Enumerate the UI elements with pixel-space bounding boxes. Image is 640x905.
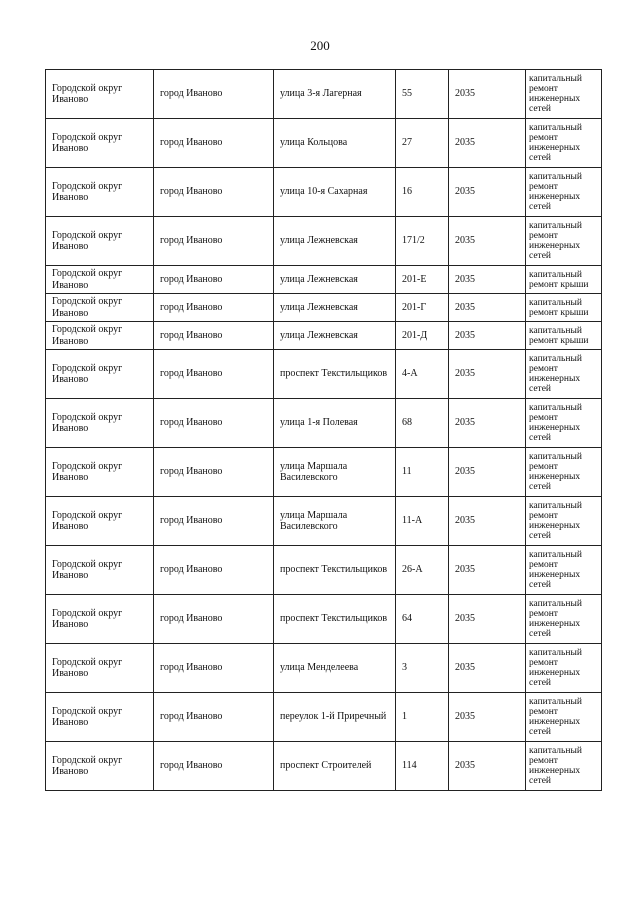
house-cell: 16 — [396, 168, 449, 217]
settlement-cell: город Иваново — [154, 294, 274, 322]
settlement-cell: город Иваново — [154, 350, 274, 399]
house-cell: 114 — [396, 742, 449, 791]
district-cell: Городской округ Иваново — [46, 644, 154, 693]
year-cell: 2035 — [449, 644, 526, 693]
work-type-cell: капитальный ремонт крыши — [526, 266, 602, 294]
table-row — [46, 322, 602, 350]
work-type-cell: капитальный ремонт инженерных сетей — [526, 168, 602, 217]
street-cell: переулок 1-й Приречный — [274, 693, 396, 742]
year-cell: 2035 — [449, 266, 526, 294]
work-type-cell: капитальный ремонт инженерных сетей — [526, 217, 602, 266]
street-cell: улица Маршала Василевского — [274, 448, 396, 497]
year-cell: 2035 — [449, 595, 526, 644]
page-number: 200 — [310, 38, 330, 53]
table-row — [46, 294, 602, 322]
settlement-cell: город Иваново — [154, 595, 274, 644]
year-cell: 2035 — [449, 217, 526, 266]
table-row — [46, 399, 602, 448]
table-row — [46, 644, 602, 693]
street-cell: улица 1-я Полевая — [274, 399, 396, 448]
year-cell: 2035 — [449, 168, 526, 217]
work-type-cell: капитальный ремонт инженерных сетей — [526, 742, 602, 791]
district-cell: Городской округ Иваново — [46, 546, 154, 595]
table-row — [46, 742, 602, 791]
district-cell: Городской округ Иваново — [46, 448, 154, 497]
work-type-cell: капитальный ремонт инженерных сетей — [526, 595, 602, 644]
district-cell: Городской округ Иваново — [46, 350, 154, 399]
street-cell: проспект Текстильщиков — [274, 595, 396, 644]
table-row — [46, 497, 602, 546]
settlement-cell: город Иваново — [154, 448, 274, 497]
table-row — [46, 168, 602, 217]
house-cell: 171/2 — [396, 217, 449, 266]
street-cell: улица Маршала Василевского — [274, 497, 396, 546]
settlement-cell: город Иваново — [154, 546, 274, 595]
work-type-cell: капитальный ремонт крыши — [526, 294, 602, 322]
district-cell: Городской округ Иваново — [46, 399, 154, 448]
table-row — [46, 448, 602, 497]
street-cell: улица Кольцова — [274, 119, 396, 168]
settlement-cell: город Иваново — [154, 644, 274, 693]
district-cell: Городской округ Иваново — [46, 742, 154, 791]
year-cell: 2035 — [449, 322, 526, 350]
district-cell: Городской округ Иваново — [46, 497, 154, 546]
house-cell: 55 — [396, 70, 449, 119]
work-type-cell: капитальный ремонт инженерных сетей — [526, 546, 602, 595]
work-type-cell: капитальный ремонт инженерных сетей — [526, 644, 602, 693]
house-cell: 64 — [396, 595, 449, 644]
house-cell: 201-Д — [396, 322, 449, 350]
house-cell: 27 — [396, 119, 449, 168]
settlement-cell: город Иваново — [154, 168, 274, 217]
district-cell: Городской округ Иваново — [46, 217, 154, 266]
house-cell: 11-А — [396, 497, 449, 546]
year-cell: 2035 — [449, 70, 526, 119]
settlement-cell: город Иваново — [154, 266, 274, 294]
settlement-cell: город Иваново — [154, 322, 274, 350]
house-cell: 1 — [396, 693, 449, 742]
street-cell: проспект Текстильщиков — [274, 350, 396, 399]
year-cell: 2035 — [449, 119, 526, 168]
street-cell: проспект Текстильщиков — [274, 546, 396, 595]
table-row — [46, 70, 602, 119]
street-cell: улица Лежневская — [274, 294, 396, 322]
district-cell: Городской округ Иваново — [46, 119, 154, 168]
district-cell: Городской округ Иваново — [46, 70, 154, 119]
settlement-cell: город Иваново — [154, 119, 274, 168]
house-cell: 11 — [396, 448, 449, 497]
table-row — [46, 546, 602, 595]
table-row — [46, 595, 602, 644]
year-cell: 2035 — [449, 350, 526, 399]
settlement-cell: город Иваново — [154, 217, 274, 266]
street-cell: улица Лежневская — [274, 217, 396, 266]
work-type-cell: капитальный ремонт крыши — [526, 322, 602, 350]
settlement-cell: город Иваново — [154, 742, 274, 791]
district-cell: Городской округ Иваново — [46, 322, 154, 350]
house-cell: 201-Е — [396, 266, 449, 294]
house-cell: 4-А — [396, 350, 449, 399]
district-cell: Городской округ Иваново — [46, 266, 154, 294]
work-type-cell: капитальный ремонт инженерных сетей — [526, 448, 602, 497]
year-cell: 2035 — [449, 448, 526, 497]
street-cell: улица Лежневская — [274, 322, 396, 350]
district-cell: Городской округ Иваново — [46, 294, 154, 322]
district-cell: Городской округ Иваново — [46, 168, 154, 217]
settlement-cell: город Иваново — [154, 399, 274, 448]
street-cell: улица Менделеева — [274, 644, 396, 693]
table-row — [46, 217, 602, 266]
work-type-cell: капитальный ремонт инженерных сетей — [526, 497, 602, 546]
year-cell: 2035 — [449, 399, 526, 448]
work-type-cell: капитальный ремонт инженерных сетей — [526, 70, 602, 119]
district-cell: Городской округ Иваново — [46, 693, 154, 742]
street-cell: улица 3-я Лагерная — [274, 70, 396, 119]
table-row — [46, 266, 602, 294]
work-type-cell: капитальный ремонт инженерных сетей — [526, 399, 602, 448]
work-type-cell: капитальный ремонт инженерных сетей — [526, 350, 602, 399]
district-cell: Городской округ Иваново — [46, 595, 154, 644]
repair-schedule-table — [45, 69, 602, 791]
table-row — [46, 350, 602, 399]
year-cell: 2035 — [449, 294, 526, 322]
house-cell: 3 — [396, 644, 449, 693]
year-cell: 2035 — [449, 693, 526, 742]
year-cell: 2035 — [449, 546, 526, 595]
year-cell: 2035 — [449, 497, 526, 546]
settlement-cell: город Иваново — [154, 70, 274, 119]
table-row — [46, 119, 602, 168]
work-type-cell: капитальный ремонт инженерных сетей — [526, 119, 602, 168]
settlement-cell: город Иваново — [154, 497, 274, 546]
street-cell: улица 10-я Сахарная — [274, 168, 396, 217]
street-cell: проспект Строителей — [274, 742, 396, 791]
house-cell: 26-А — [396, 546, 449, 595]
street-cell: улица Лежневская — [274, 266, 396, 294]
table-row — [46, 693, 602, 742]
year-cell: 2035 — [449, 742, 526, 791]
house-cell: 201-Г — [396, 294, 449, 322]
work-type-cell: капитальный ремонт инженерных сетей — [526, 693, 602, 742]
house-cell: 68 — [396, 399, 449, 448]
settlement-cell: город Иваново — [154, 693, 274, 742]
